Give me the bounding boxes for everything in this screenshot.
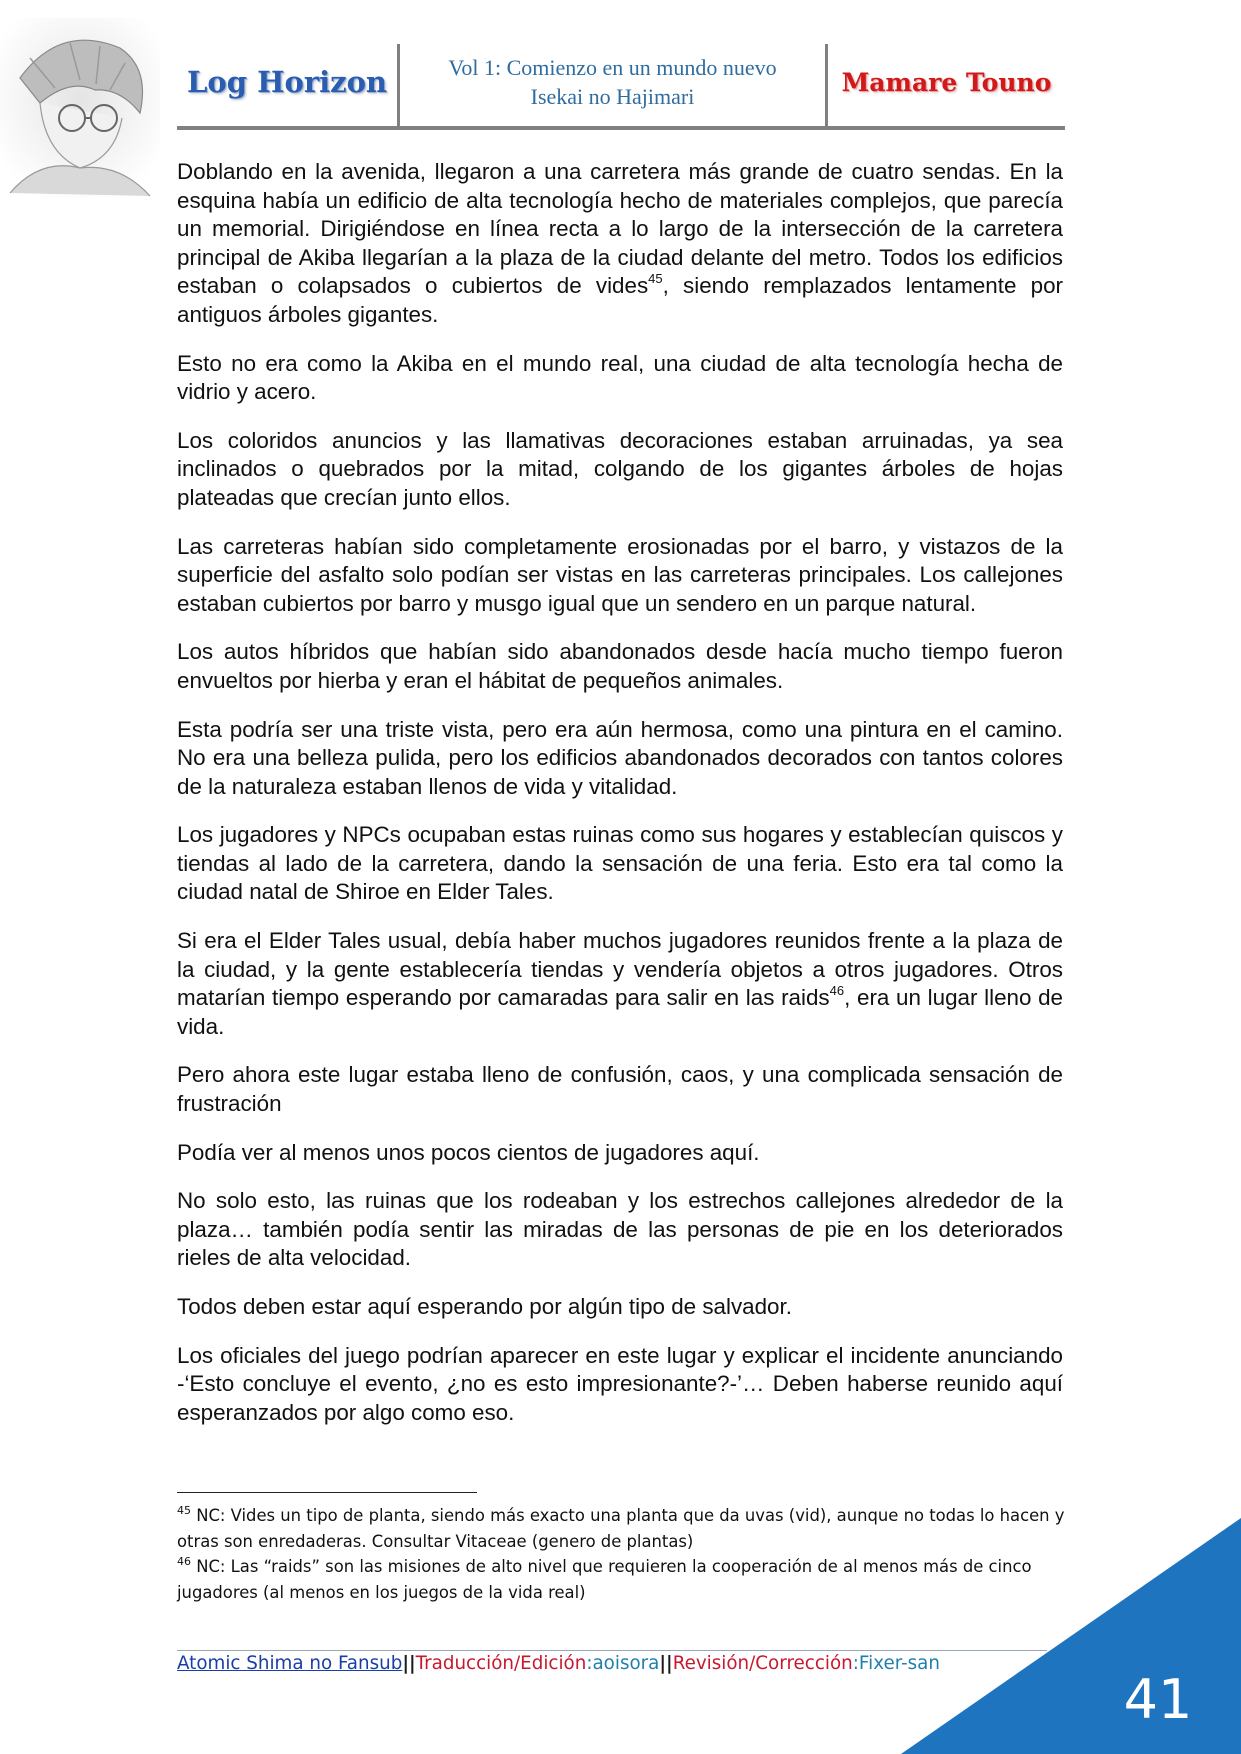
translator-name: :aoisora [586,1653,660,1674]
header-series-cell [177,40,397,124]
header-volume-cell [400,40,825,124]
paragraph: Pero ahora este lugar estaba lleno de confusión, caos, y una complicada sensación de frustración [177,1062,1063,1117]
paragraph: Los oficiales del juego podrían aparecer en este lugar y explicar el incidente anunciando -‘Esto concluye el evento, ¿no es esto impresionante?-’… Deben haberse reunido aquí esperanzados por algo como eso. [177,1342,1063,1425]
volume-subtitle: Isekai no Hajimari [530,84,695,109]
paragraph: Podía ver al menos unos pocos cientos de jugadores aquí. [177,1139,760,1165]
footnote-text: NC: Las “raids” son las misiones de alto nivel que requieren la cooperación de al menos más de cinco jugadores (al menos en los juegos de la vida real) [177,1557,1032,1602]
paragraph: Los jugadores y NPCs ocupaban estas ruinas como sus hogares y establecían quiscos y tiendas al lado de la carretera, dando la sensación de una feria. Esto era tal como la ciudad natal de Shiroe en Elder Tales. [177,822,1063,905]
paragraph: Esto no era como la Akiba en el mundo real, una ciudad de alta tecnología hecha de vidrio y acero. [177,350,1063,405]
footnote-ref[interactable]: 45 [648,271,663,287]
series-title: Log Horizon [186,65,388,99]
credits-separator: || [659,1653,673,1674]
footnote-ref[interactable]: 46 [829,983,845,999]
footnote-number: 45 [177,1504,191,1517]
author-name: Mamare Touno [841,67,1052,97]
reviser-name: :Fixer-san [852,1653,940,1674]
volume-title: Vol 1: Comienzo en un mundo nuevo [448,55,777,80]
credits-separator: || [402,1653,416,1674]
paragraph: Los autos híbridos que habían sido abandonados desde hacía mucho tiempo fueron envueltos por hierba y eran el hábitat de pequeños animales. [177,639,1063,693]
translation-label: Traducción/Edición [415,1653,587,1674]
fansub-link[interactable]: Atomic Shima no Fansub [177,1653,403,1674]
character-portrait-image [0,18,160,198]
paragraph: No solo esto, las ruinas que los rodeaban y los estrechos callejones alrededor de la plaza… también podía sentir las miradas de las personas de pie en los deteriorados rieles de alta velocidad. [177,1188,1063,1271]
paragraph: Si era el Elder Tales usual, debía haber muchos jugadores reunidos frente a la plaza de la ciudad, y la gente establecería tiendas y vendería objetos a otros jugadores. Otros matarían tiempo esperando por camaradas para salir en las raids$^{46}$, era un lugar lleno de vida. [177,928,1064,1039]
footnote-separator [177,1492,477,1493]
header-underline [177,126,1065,130]
revision-label: Revisión/Corrección [672,1653,853,1674]
header-author-cell [828,40,1065,124]
chapter-body [177,158,1063,1447]
paragraph: Las carreteras habían sido completamente erosionadas por el barro, y vistazos de la superficie del asfalto solo podían ser vistas en las carreteras principales. Los callejones estaban cubiertos por barro y musgo igual que un sendero en un parque natural. [177,533,1063,616]
page-number: 41 [1123,1668,1193,1731]
page-header [177,40,1065,130]
footnote-number: 46 [177,1555,191,1568]
footnote-text: NC: Vides un tipo de planta, siendo más exacto una planta que da uvas (vid), aunque no todas lo hacen y otras son enredaderas. Consultar Vitaceae (genero de plantas) [177,1506,1065,1551]
paragraph: Doblando en la avenida, llegaron a una carretera más grande de cuatro sendas. En la esquina había un edificio de alta tecnología hecho de materiales complejos, que parecía un memorial. Dirigiéndose en línea recta a lo largo de la intersección de la carretera principal de Akiba llegarían a la plaza de la ciudad delante del metro. Todos los edificios estaban o colapsados o cubiertos de vides$^{45}$, siendo remplazados lentamente por antiguos árboles gigantes. [177,159,1063,327]
paragraph: Esta podría ser una triste vista, pero era aún hermosa, como una pintura en el camino. No era una belleza pulida, pero los edificios abandonados decorados con tantos colores de la naturaleza estaban llenos de vida y vitalidad. [177,716,1063,799]
paragraph: Todos deben estar aquí esperando por algún tipo de salvador. [177,1294,792,1319]
credits-line [177,1653,940,1674]
paragraph: Los coloridos anuncios y las llamativas decoraciones estaban arruinadas, ya sea inclinados o quebrados por la mitad, colgando de los gigantes árboles de hojas plateadas que crecían junto ellos. [177,427,1063,510]
